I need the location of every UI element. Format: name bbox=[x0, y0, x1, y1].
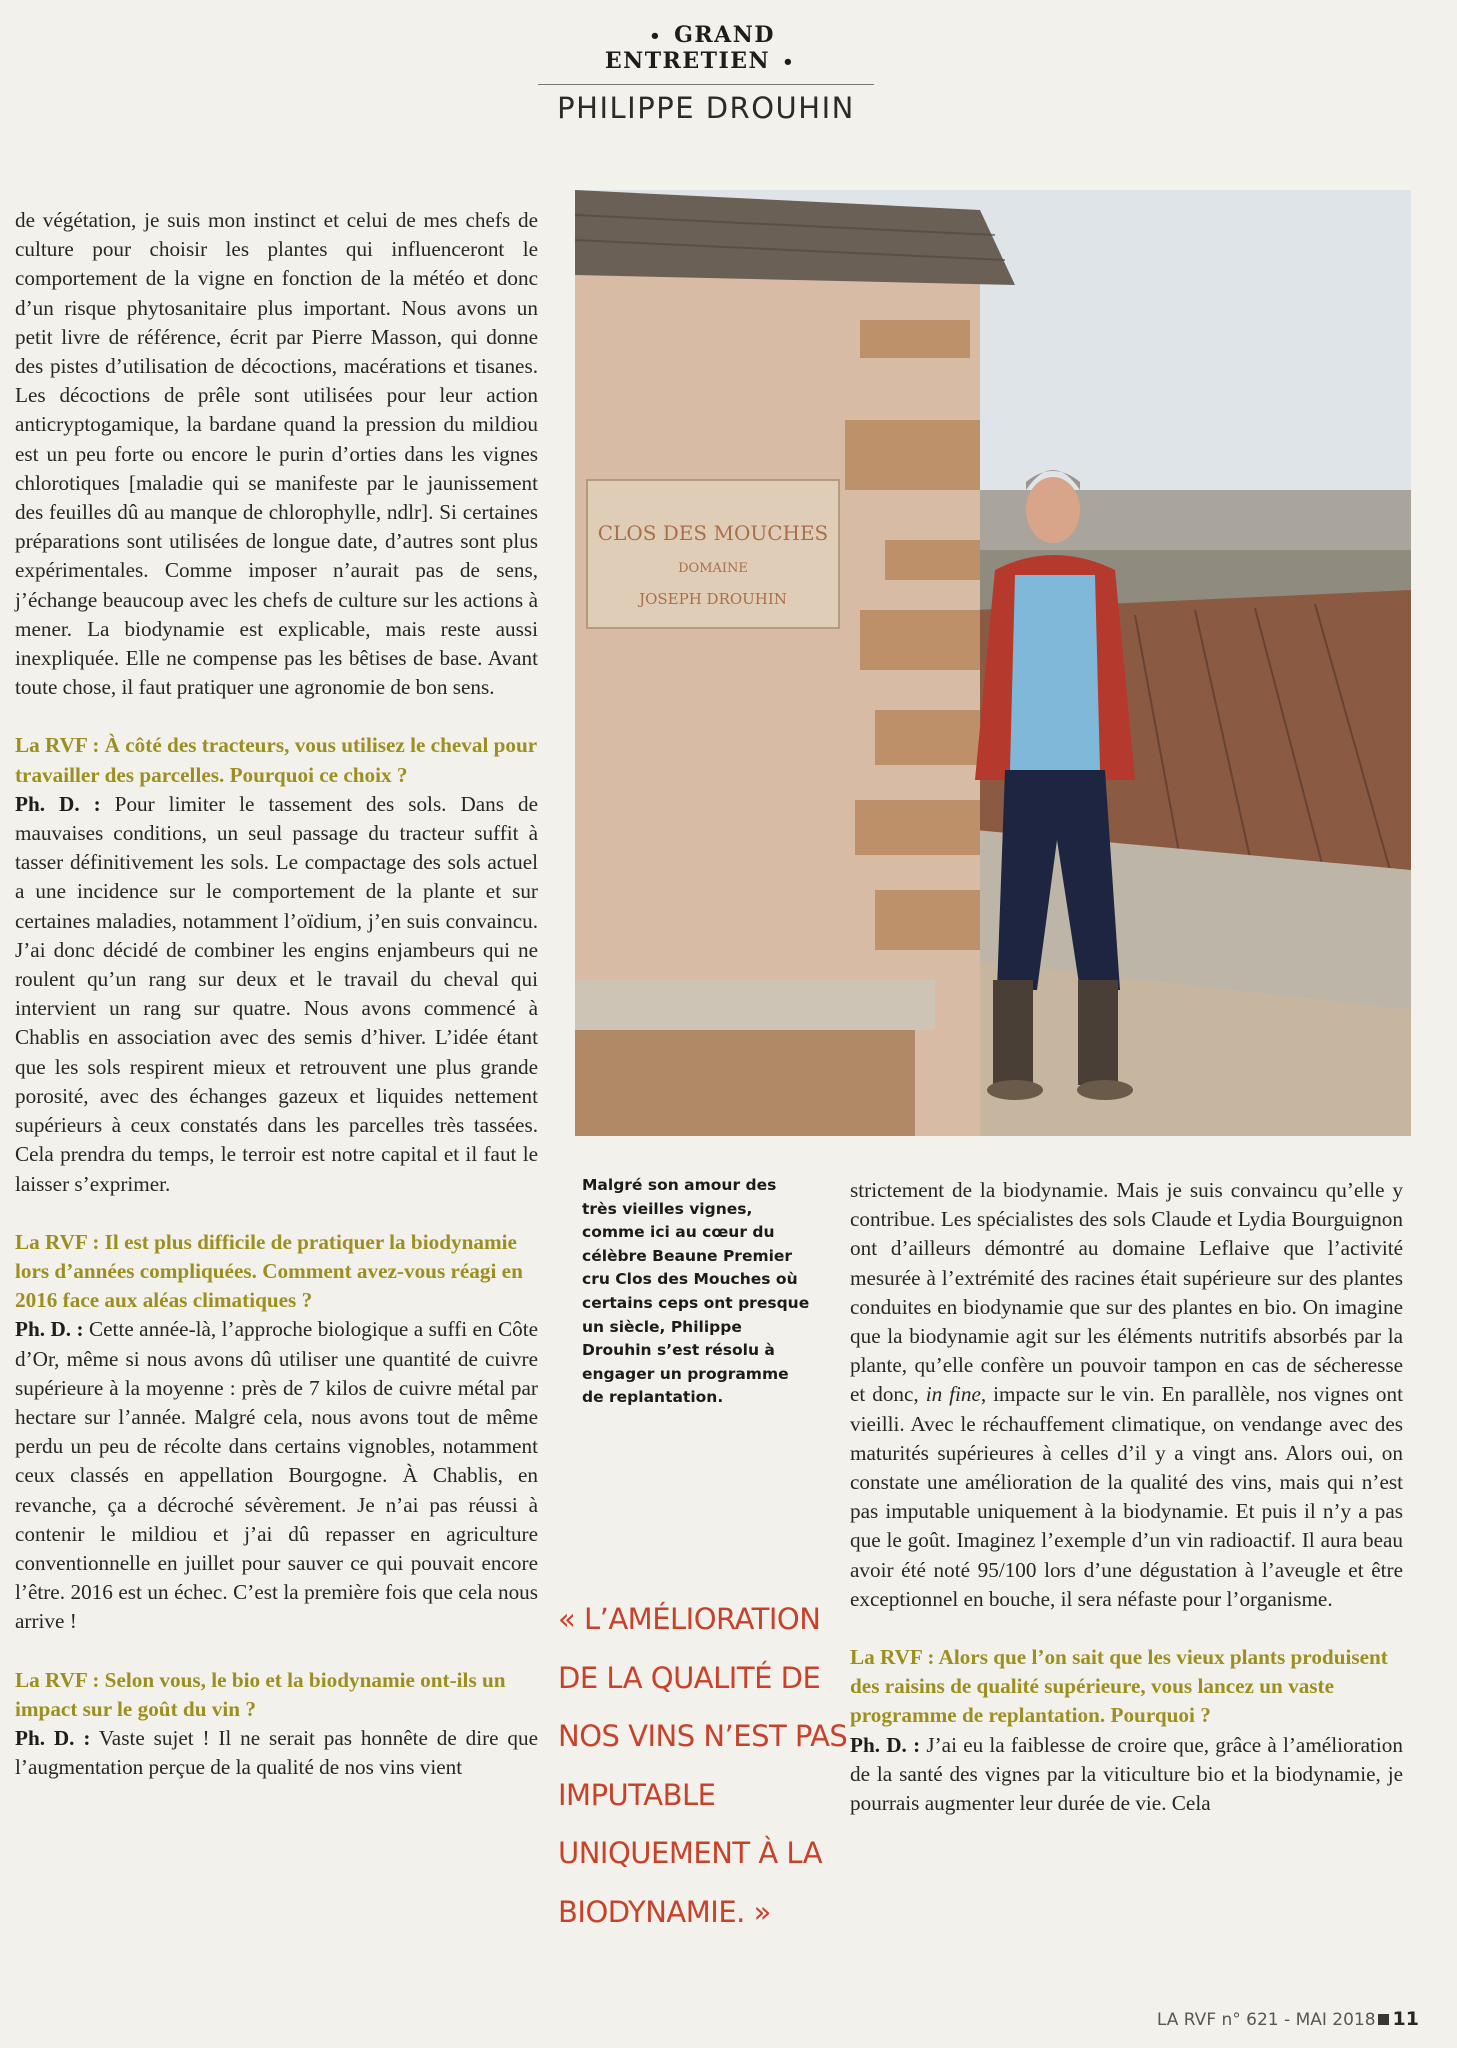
speaker-label: Ph. D. : bbox=[15, 1317, 84, 1342]
photo-caption: Malgré son amour des très vieilles vignes, comme ici au cœur du célèbre Beaune Premier cru Clos des Mouches où certains ceps ont presque un siècle, Philippe Drouhin s’est résolu à engager un programme de replantation. bbox=[582, 1176, 810, 1407]
interview-answer bbox=[850, 1731, 1403, 1819]
issue-info: n° 621 - MAI 2018 bbox=[1221, 2010, 1376, 2030]
page-number: 11 bbox=[1392, 2008, 1419, 2030]
plaque-text-1: CLOS DES MOUCHES bbox=[597, 521, 829, 545]
text-column-left bbox=[15, 206, 538, 1782]
text-column-right bbox=[850, 1176, 1403, 1818]
answer-text: Pour limiter le tassement des sols. Dans de mauvaises conditions, un seul passage du tracteur suffit à tasser définitivement les sols. Le compactage des sols actuel a une incidence sur le comportement de la plante et sur certaines maladies, notamment l’oïdium, j’en suis convaincu. J’ai donc décidé de combiner les engins enjambeurs qui ne roulent qu’un rang sur deux et le travail du cheval qui intervient un rang sur quatre. Nous avons commencé à Chablis en association avec des semis d’hiver. L’idée étant que les sols respirent mieux et retrouvent une plus grande porosité, avec des échanges gazeux et liquides nettement supérieurs à ceux constatés dans les parcelles très tassées. Cela prendra du temps, le terroir est notre capital et il faut le laisser s’exprimer. bbox=[15, 791, 539, 1196]
speaker-label: Ph. D. : bbox=[15, 791, 101, 816]
interview-question: La RVF : Il est plus difficile de pratiquer la biodynamie lors d’années compliquées. Comment avez-vous réagi en 2016 face aux aléas climatiques ? bbox=[15, 1229, 523, 1313]
plaque-text-2: DOMAINE bbox=[678, 561, 748, 576]
page-footer bbox=[1157, 2008, 1419, 2030]
paragraph bbox=[850, 1176, 1403, 1614]
portrait-photo bbox=[575, 190, 1411, 1136]
bullet-dot: • bbox=[782, 52, 796, 73]
section-header bbox=[538, 22, 874, 125]
magazine-name: LA RVF bbox=[1156, 2010, 1217, 2030]
answer-text: Vaste sujet ! Il ne serait pas honnête de dire que l’augmentation perçue de la qualité de nos vins vient bbox=[15, 1725, 538, 1780]
interview-question: La RVF : Alors que l’on sait que les vieux plants produisent des raisins de qualité supérieure, vous lancez un vaste programme de replantation. Pourquoi ? bbox=[850, 1645, 1388, 1728]
paragraph-text: , impacte sur le vin. En parallèle, nos vignes ont vieilli. Avec le réchauffement climatique, on vendange avec des maturités supérieures à celles d’il y a vingt ans. Alors oui, on constate une amélioration de la qualité des vins, mais qui n’est pas imputable uniquement à la biodynamie. Et puis il n’y a pas que le goût. Imaginez l’exemple d’un vin radioactif. Il aura beau avoir été noté 95/100 lors d’une dégustation à l’aveugle et être exceptionnel en bouche, il sera néfaste pour l’organisme. bbox=[850, 1382, 1403, 1611]
speaker-label: Ph. D. : bbox=[850, 1732, 921, 1757]
square-icon bbox=[1378, 2014, 1389, 2025]
answer-text: J’ai eu la faiblesse de croire que, grâce à l’amélioration de la santé des vignes par la viticulture bio et la biodynamie, je pourrais augmenter leur durée de vie. Cela bbox=[850, 1732, 1403, 1816]
interview-question: La RVF : À côté des tracteurs, vous utilisez le cheval pour travailler des parcelles. Pourquoi ce choix ? bbox=[15, 733, 537, 787]
plaque-text-3: JOSEPH DROUHIN bbox=[639, 590, 787, 608]
section-kicker bbox=[538, 22, 874, 85]
interviewee-name: PHILIPPE DROUHIN bbox=[557, 91, 855, 125]
speaker-label: Ph. D. : bbox=[15, 1725, 91, 1750]
paragraph: de végétation, je suis mon instinct et celui de mes chefs de culture pour choisir les plantes qui influenceront le comportement de la vigne en fonction de la météo et donc d’un risque phytosanitaire plus important. Nous avons un petit livre de référence, écrit par Pierre Masson, qui donne des pistes d’utilisation de décoctions, macérations et tisanes. Les décoctions de prêle sont utilisées pour leur action anticryptogamique, la bardane quand la pression du mildiou est un peu forte ou encore le purin d’orties dans les vignes chlorotiques [maladie qui se manifeste par le jaunissement des feuilles dû au manque de chlorophylle, ndlr]. Si certaines préparations sont utilisées de longue date, d’autres sont plus expérimentales. Comme imposer n’aurait pas de sens, j’échange beaucoup avec les chefs de culture sur les actions à mener. La biodynamie est explicable, mais reste aussi inexpliquée. Elle ne compense pas les bêtises de base. Avant toute chose, il faut pratiquer une agronomie de bon sens. bbox=[15, 208, 538, 700]
interview-answer bbox=[15, 1315, 538, 1636]
pull-quote: « L’AMÉLIORATION DE LA QUALITÉ DE NOS VINS N’EST PAS IMPUTABLE UNIQUEMENT À LA BIODYNAMIE. » bbox=[558, 1602, 848, 1929]
interview-answer bbox=[15, 1724, 538, 1782]
paragraph-text: strictement de la biodynamie. Mais je suis convaincu qu’elle y contribue. Les spécialistes des sols Claude et Lydia Bourguignon ont d’ailleurs démontré au domaine Leflaive que l’activité mesurée à l’extrémité des racines était supérieure sur des plantes conduites en biodynamie que sur des plantes en bio. On imagine que la biodynamie agit sur les éléments nutritifs absorbés par la plante, qu’elle confère un pouvoir tampon en cas de sécheresse et donc, bbox=[850, 1178, 1403, 1407]
bullet-dot: • bbox=[649, 26, 663, 47]
interview-answer bbox=[15, 790, 538, 1199]
interview-question: La RVF : Selon vous, le bio et la biodynamie ont-ils un impact sur le goût du vin ? bbox=[15, 1667, 506, 1721]
photo-illustration bbox=[575, 190, 1411, 1136]
kicker-text: GRAND ENTRETIEN bbox=[604, 22, 775, 74]
italic-text: in fine bbox=[925, 1382, 981, 1407]
answer-text: Cette année-là, l’approche biologique a suffi en Côte d’Or, même si nous avons dû utiliser une quantité de cuivre supérieure à la moyenne : près de 7 kilos de cuivre métal par hectare sur l’année. Malgré cela, nous avons tout de même perdu un peu de récolte dans certains vignobles, notamment ceux classés en appellation Bourgogne. À Chablis, en revanche, ça a décroché sévèrement. Je n’ai pas réussi à contenir le mildiou et j’ai dû repasser en agriculture conventionnelle en juillet pour sauver ce qui pouvait encore l’être. 2016 est un échec. C’est la première fois que cela nous arrive ! bbox=[15, 1317, 538, 1634]
